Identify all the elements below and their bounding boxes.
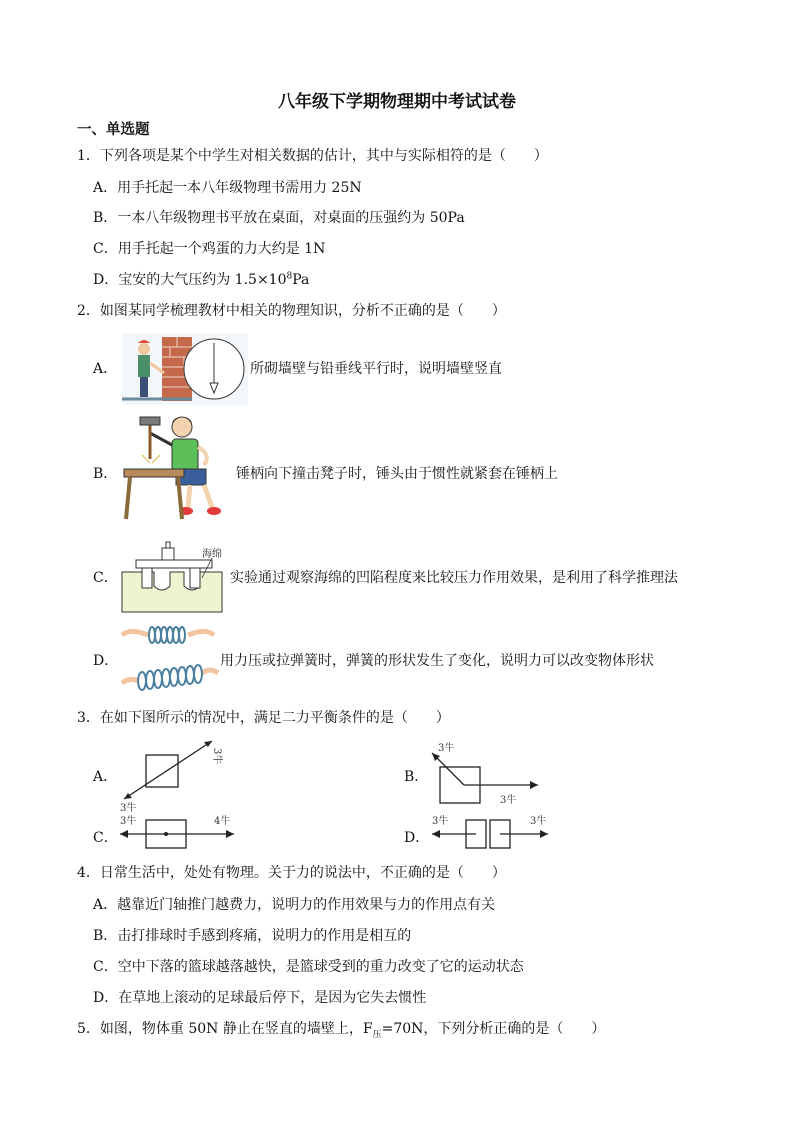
- q1-option-d-exponent: 8: [286, 271, 293, 282]
- q4-option-c: C．空中下落的篮球越落越快，是篮球受到的重力改变了它的运动状态: [93, 959, 524, 975]
- q2-option-a-text: 所砌墙壁与铅垂线平行时，说明墙壁竖直: [250, 361, 502, 377]
- q2-option-d-text: 用力压或拉弹簧时，弹簧的形状发生了变化，说明力可以改变物体形状: [220, 653, 654, 669]
- q1-option-d-unit: Pa: [292, 272, 310, 288]
- q2-option-c-letter: C．: [93, 570, 118, 586]
- force-label-a2: 3牛: [120, 803, 137, 814]
- page-title: 八年级下学期物理期中考试试卷: [278, 92, 516, 112]
- q1-stem: 1．下列各项是某个中学生对相关数据的估计，其中与实际相符的是（ ）: [77, 148, 548, 164]
- q5-stem: [77, 1018, 605, 1040]
- q1-option-a: A．用手托起一本八年级物理书需用力 25N: [93, 180, 362, 196]
- force-label-a1: 3牛: [211, 748, 222, 765]
- q1-option-b: B．一本八年级物理书平放在桌面，对桌面的压强约为 50Pa: [93, 210, 465, 226]
- force-label-b2: 3牛: [500, 795, 517, 806]
- q4-option-a: A．越靠近门轴推门越费力，说明力的作用效果与力的作用点有关: [93, 897, 496, 913]
- q2-option-b-letter: B．: [93, 466, 118, 482]
- q5-force-subscript: 压: [372, 1029, 382, 1040]
- q3-option-a-letter: A．: [93, 769, 118, 785]
- q2-option-a-letter: A．: [93, 361, 118, 377]
- q3-option-d-letter: D．: [404, 830, 430, 846]
- q3-stem: 3．在如下图所示的情况中，满足二力平衡条件的是（ ）: [77, 710, 450, 726]
- q1-option-d-text: D．宝安的大气压约为 1.5×10: [93, 272, 287, 288]
- force-label-d1: 3牛: [432, 816, 449, 827]
- section-heading: 一、单选题: [77, 121, 150, 138]
- q4-option-d: D．在草地上滚动的足球最后停下，是因为它失去惯性: [93, 990, 427, 1006]
- spring-figure: [118, 623, 222, 697]
- q4-option-b: B．击打排球时手感到疼痛，说明力的作用是相互的: [93, 928, 412, 944]
- force-diagram-c: [116, 812, 240, 852]
- q1-option-d: [93, 269, 309, 289]
- q2-stem: 2．如图某同学梳理教材中相关的物理知识，分析不正确的是（ ）: [77, 303, 506, 319]
- force-diagram-d: [426, 812, 554, 852]
- force-label-c1: 3牛: [120, 816, 137, 827]
- q3-option-b-letter: B．: [404, 769, 429, 785]
- sponge-label: 海绵: [202, 549, 222, 560]
- hammer-stool-figure: [120, 411, 232, 523]
- q1-option-c: C．用手托起一个鸡蛋的力大约是 1N: [93, 241, 326, 257]
- q5-stem-end: =70N，下列分析正确的是（ ）: [381, 1021, 606, 1037]
- q3-option-c-letter: C．: [93, 830, 118, 846]
- force-label-d2: 3牛: [530, 816, 547, 827]
- force-diagram-a: [116, 733, 240, 814]
- force-label-c2: 4牛: [214, 816, 231, 827]
- q5-stem-text: 5．如图，物体重 50N 静止在竖直的墙壁上，F: [77, 1021, 373, 1037]
- sponge-pressure-figure: [118, 538, 228, 614]
- q4-stem: 4．日常生活中，处处有物理。关于力的说法中，不正确的是（ ）: [77, 865, 506, 881]
- wall-plumb-line-figure: [122, 333, 248, 405]
- force-label-b1: 3牛: [438, 743, 455, 754]
- q2-option-c-text: 实验通过观察海绵的凹陷程度来比较压力作用效果，是利用了科学推理法: [230, 570, 678, 586]
- force-diagram-b: [426, 737, 550, 807]
- q2-option-d-letter: D．: [93, 653, 119, 669]
- q2-option-b-text: 锤柄向下撞击凳子时，锤头由于惯性就紧套在锤柄上: [236, 466, 558, 482]
